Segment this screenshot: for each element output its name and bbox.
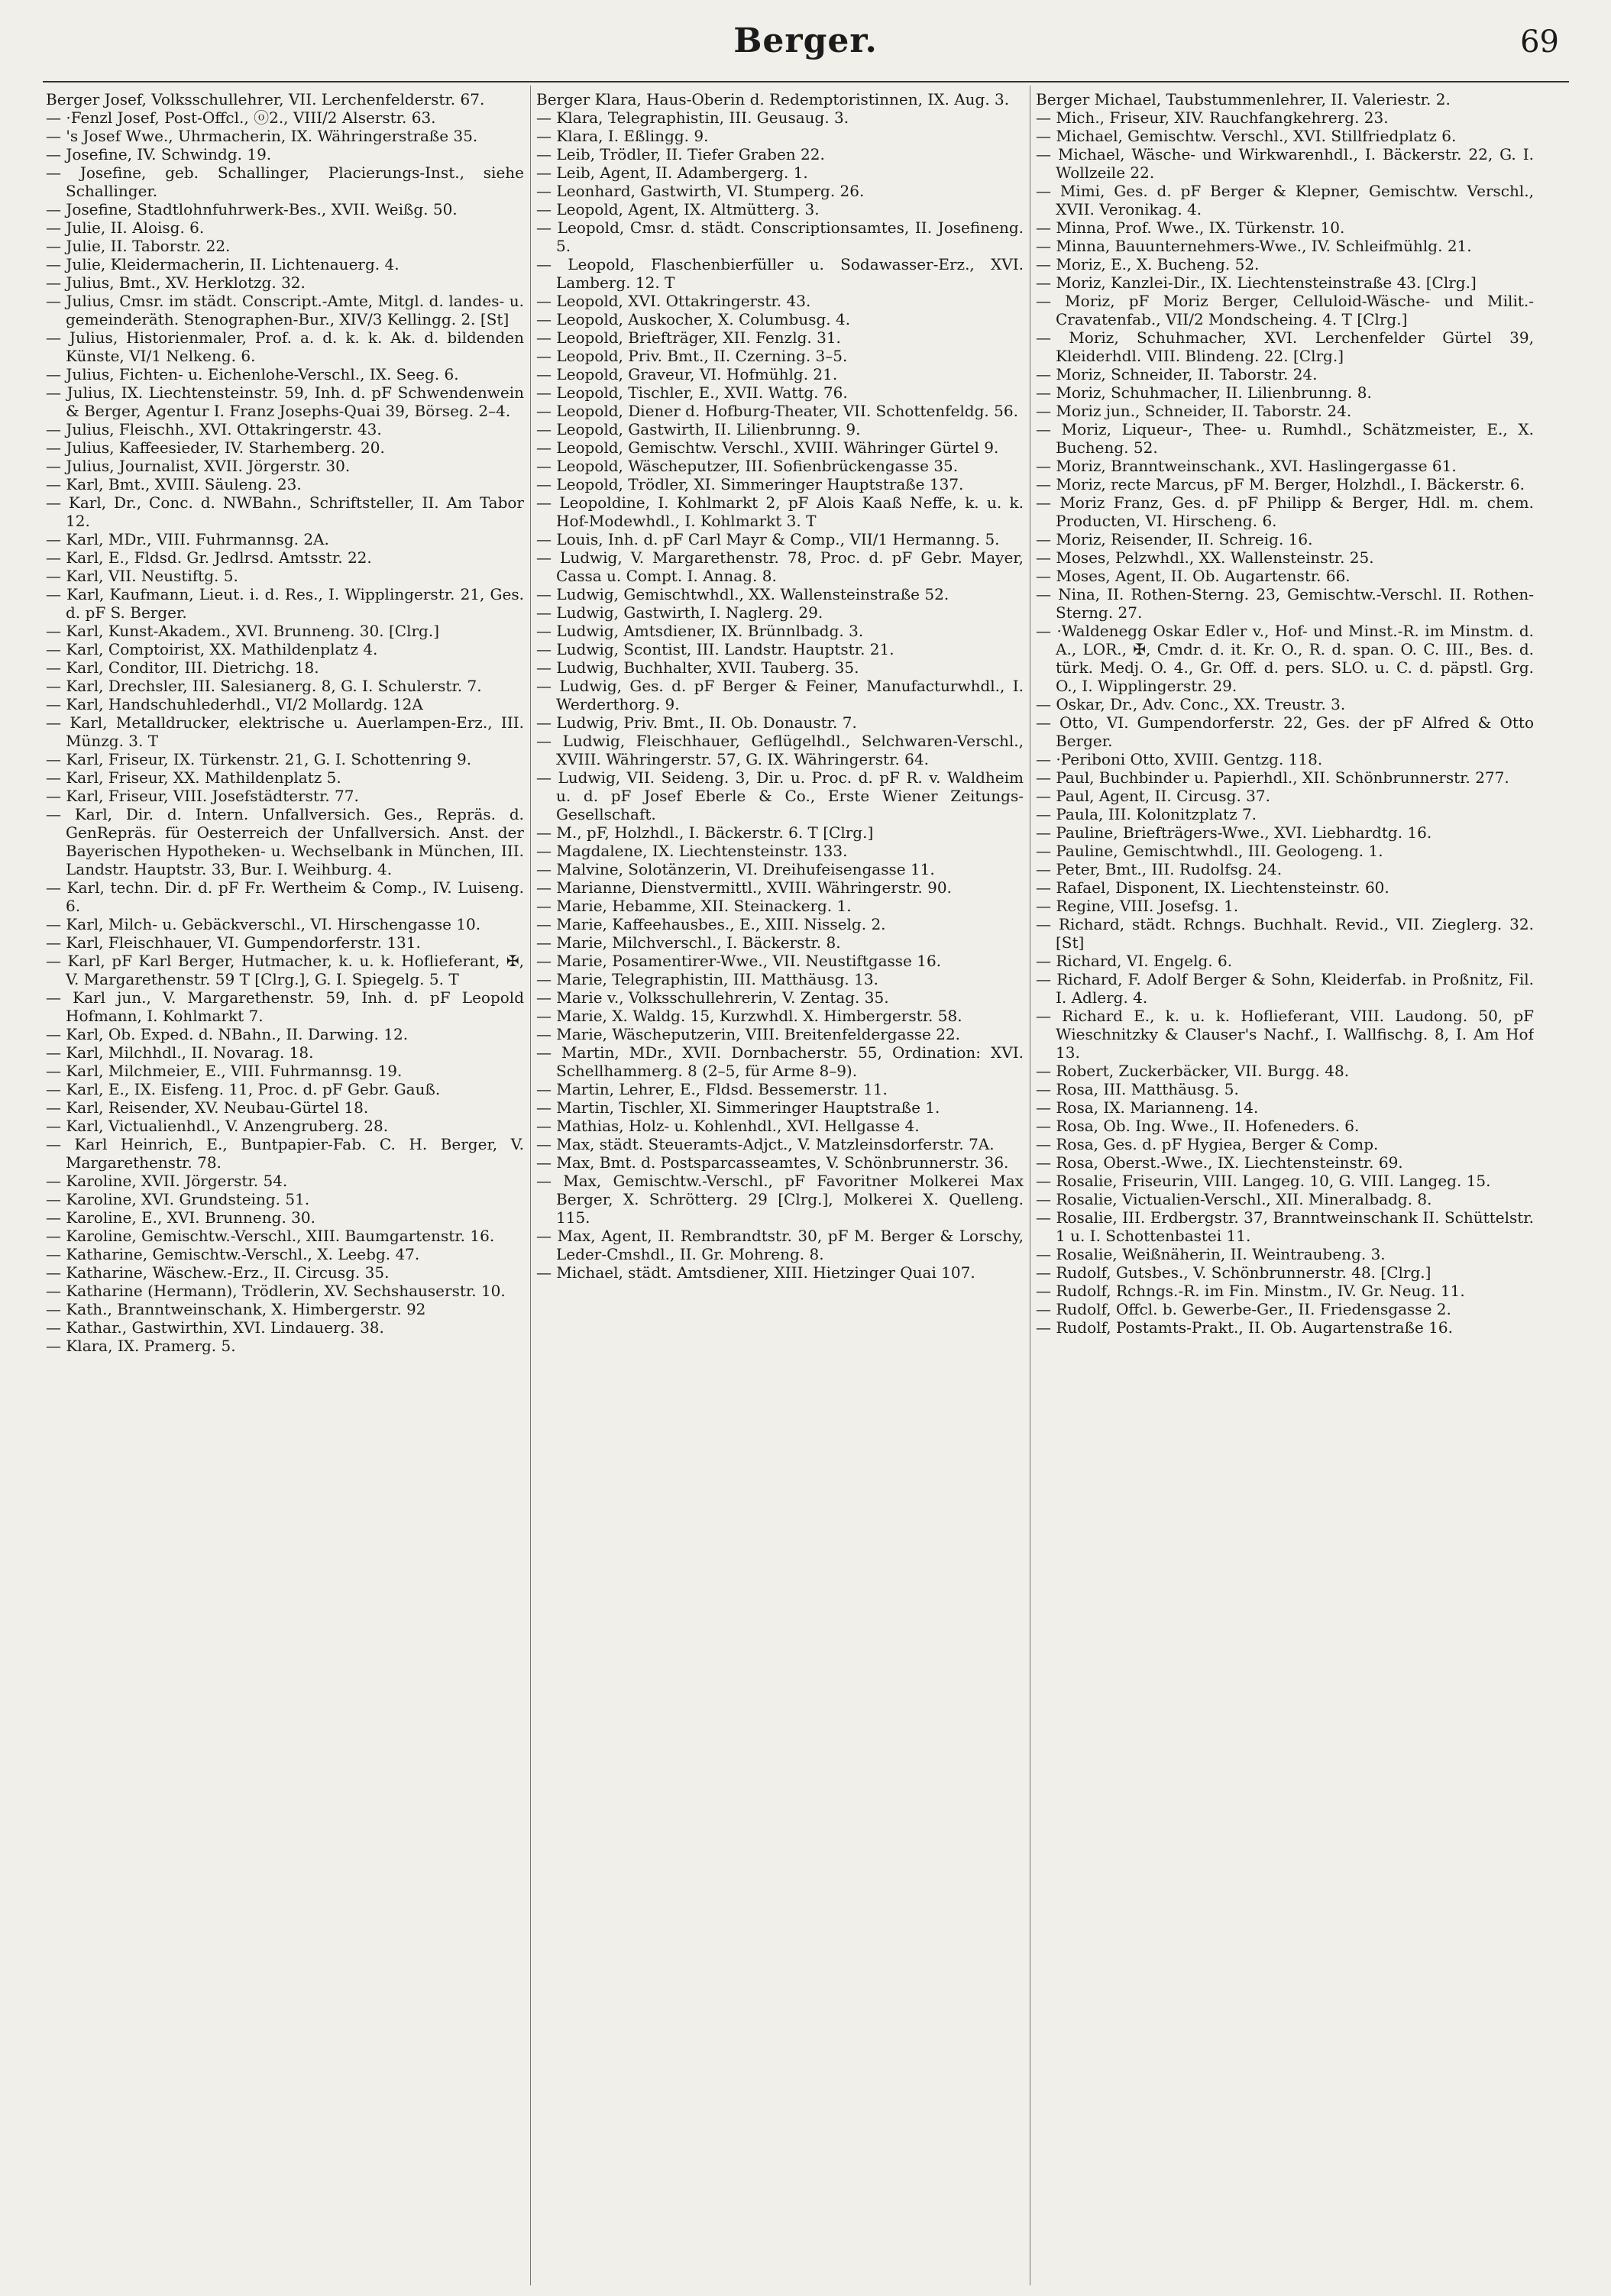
directory-entry: — Katharine (Hermann), Trödlerin, XV. Sechshauserstr. 10. bbox=[46, 1282, 506, 1300]
directory-entry: — Max, Gemischtw.-Verschl., pF Favoritner Molkerei Max Berger, X. Schrötterg. 29 [Clrg.], Molkerei X. Quelleng. 115. bbox=[536, 1172, 1024, 1227]
directory-entry: — Julie, II. Aloisg. 6. bbox=[46, 218, 205, 237]
directory-entry: — Karl, Friseur, VIII. Josefstädterstr. 77. bbox=[46, 787, 359, 805]
directory-entry: — Karoline, Gemischtw.-Verschl., XIII. Baumgartenstr. 16. bbox=[46, 1227, 495, 1245]
directory-entry: — Ludwig, VII. Seideng. 3, Dir. u. Proc. d. pF R. v. Waldheim u. d. pF Josef Eberle & Co., Erste Wiener Zeitungs-Gesellschaft. bbox=[536, 768, 1024, 823]
directory-entry: — ·Fenzl Josef, Post-Offcl., ⓞ2., VIII/2 Alserstr. 63. bbox=[46, 108, 436, 127]
directory-entry: — Ludwig, Buchhalter, XVII. Tauberg. 35. bbox=[536, 658, 859, 677]
directory-entry: — Moriz jun., Schneider, II. Taborstr. 24. bbox=[1036, 402, 1352, 420]
directory-entry: — Leopold, Flaschenbierfüller u. Sodawasser-Erz., XVI. Lamberg. 12. T bbox=[536, 255, 1024, 292]
directory-entry: — Leopold, Gastwirth, II. Lilienbrunng. 9. bbox=[536, 420, 861, 438]
directory-entry: — Julie, II. Taborstr. 22. bbox=[46, 237, 231, 255]
directory-entry: — Marie, Kaffeehausbes., E., XIII. Nisselg. 2. bbox=[536, 915, 886, 933]
directory-entry: — Mathias, Holz- u. Kohlenhdl., XVI. Hellgasse 4. bbox=[536, 1117, 920, 1135]
directory-entry: — Rosalie, Weißnäherin, II. Weintraubeng. 3. bbox=[1036, 1245, 1386, 1263]
directory-entry: — Pauline, Gemischtwhdl., III. Geologeng. 1. bbox=[1036, 842, 1383, 860]
directory-entry: — Moriz, Schuhmacher, II. Lilienbrunng. 8. bbox=[1036, 383, 1372, 402]
directory-entry: — Rudolf, Offcl. b. Gewerbe-Ger., II. Friedensgasse 2. bbox=[1036, 1300, 1451, 1318]
directory-entry: — Karl, Ob. Exped. d. NBahn., II. Darwing. 12. bbox=[46, 1025, 409, 1043]
directory-entry: — Mich., Friseur, XIV. Rauchfangkehrerg. 23. bbox=[1036, 108, 1389, 127]
directory-entry: — Leib, Agent, II. Adambergerg. 1. bbox=[536, 163, 808, 182]
directory-entry: — Martin, Lehrer, E., Fldsd. Bessemerstr. 11. bbox=[536, 1080, 888, 1098]
directory-entry: — Rudolf, Gutsbes., V. Schönbrunnerstr. 48. [Clrg.] bbox=[1036, 1263, 1431, 1282]
directory-entry: — Leopold, Priv. Bmt., II. Czerning. 3–5. bbox=[536, 347, 848, 365]
directory-entry: — Karoline, XVII. Jörgerstr. 54. bbox=[46, 1172, 288, 1190]
directory-entry: — Rosa, Oberst.-Wwe., IX. Liechtensteinstr. 69. bbox=[1036, 1153, 1403, 1172]
directory-entry: — Josefine, Stadtlohnfuhrwerk-Bes., XVII. Weißg. 50. bbox=[46, 200, 458, 218]
directory-entry: — Rafael, Disponent, IX. Liechtensteinstr. 60. bbox=[1036, 878, 1389, 897]
page-header bbox=[0, 21, 1611, 67]
directory-entry: — Karl jun., V. Margarethenstr. 59, Inh. d. pF Leopold Hofmann, I. Kohlmarkt 7. bbox=[46, 988, 524, 1025]
directory-entry: — Karl Heinrich, E., Buntpapier-Fab. C. H. Berger, V. Margarethenstr. 78. bbox=[46, 1135, 524, 1172]
directory-entry: — Robert, Zuckerbäcker, VII. Burgg. 48. bbox=[1036, 1062, 1350, 1080]
directory-entry: — Julius, Historienmaler, Prof. a. d. k. k. Ak. d. bildenden Künste, VI/1 Nelkeng. 6. bbox=[46, 328, 524, 365]
directory-entry: — Rudolf, Postamts-Prakt., II. Ob. Augartenstraße 16. bbox=[1036, 1318, 1453, 1337]
column-3 bbox=[1036, 90, 1534, 2275]
directory-entry: — Moses, Agent, II. Ob. Augartenstr. 66. bbox=[1036, 567, 1351, 585]
directory-entry: — Louis, Inh. d. pF Carl Mayr & Comp., VII/1 Hermanng. 5. bbox=[536, 530, 1000, 548]
column-2 bbox=[536, 90, 1024, 2275]
directory-entry: — Marie, X. Waldg. 15, Kurzwhdl. X. Himbergerstr. 58. bbox=[536, 1007, 962, 1025]
directory-entry: — Richard, städt. Rchngs. Buchhalt. Revid., VII. Zieglerg. 32. [St] bbox=[1036, 915, 1534, 952]
directory-entry: — Minna, Prof. Wwe., IX. Türkenstr. 10. bbox=[1036, 218, 1345, 237]
directory-entry: — Karl, E., Fldsd. Gr. Jedlrsd. Amtsstr. 22. bbox=[46, 548, 372, 567]
directory-entry: — Pauline, Briefträgers-Wwe., XVI. Liebhardtg. 16. bbox=[1036, 823, 1432, 842]
directory-entry: — Karl, MDr., VIII. Fuhrmannsg. 2A. bbox=[46, 530, 329, 548]
directory-entry: — 's Josef Wwe., Uhrmacherin, IX. Währingerstraße 35. bbox=[46, 127, 478, 145]
directory-entry: — Ludwig, Scontist, III. Landstr. Hauptstr. 21. bbox=[536, 640, 894, 658]
running-head: Berger. bbox=[733, 21, 878, 60]
directory-entry: — Ludwig, Ges. d. pF Berger & Feiner, Manufacturwhdl., I. Werderthorg. 9. bbox=[536, 677, 1024, 713]
directory-entry: — Leonhard, Gastwirth, VI. Stumperg. 26. bbox=[536, 182, 865, 200]
directory-entry: — Leopold, Auskocher, X. Columbusg. 4. bbox=[536, 310, 851, 328]
directory-entry: — Rosa, Ob. Ing. Wwe., II. Hofeneders. 6. bbox=[1036, 1117, 1360, 1135]
directory-entry: — ·Waldenegg Oskar Edler v., Hof- und Minst.-R. im Minstm. d. A., LOR., ✠, Cmdr. d. it. Kr. O., R. d. span. O. C. III., Bes. d. türk. Medj. O. 4., Gr. Off. d. pers. SLO. u. C. d. päpstl. Grg. O., I. Wipplingerstr. 29. bbox=[1036, 622, 1534, 695]
directory-entry: — Karl, E., IX. Eisfeng. 11, Proc. d. pF Gebr. Gauß. bbox=[46, 1080, 441, 1098]
directory-entry: — Marie, Telegraphistin, III. Matthäusg. 13. bbox=[536, 970, 878, 988]
directory-entry: — Rosa, Ges. d. pF Hygiea, Berger & Comp. bbox=[1036, 1135, 1379, 1153]
directory-entry: — Karl, Milchhdl., II. Novarag. 18. bbox=[46, 1043, 314, 1062]
directory-entry: — Marie, Milchverschl., I. Bäckerstr. 8. bbox=[536, 933, 841, 952]
directory-entry: — Oskar, Dr., Adv. Conc., XX. Treustr. 3. bbox=[1036, 695, 1346, 713]
directory-entry: — Marie, Hebamme, XII. Steinackerg. 1. bbox=[536, 897, 852, 915]
directory-entry: — Otto, VI. Gumpendorferstr. 22, Ges. der pF Alfred & Otto Berger. bbox=[1036, 713, 1534, 750]
directory-entry: — Karl, Dir. d. Intern. Unfallversich. Ges., Repräs. d. GenRepräs. für Oesterreich der Unfallversich. Anst. der Bayerischen Hypotheken- u. Wechselbank in München, III. Landstr. Hauptstr. 33, Bur. I. Weihburg. 4. bbox=[46, 805, 524, 878]
directory-entry: — Ludwig, Amtsdiener, IX. Brünnlbadg. 3. bbox=[536, 622, 864, 640]
directory-entry: — Julius, IX. Liechtensteinstr. 59, Inh. d. pF Schwendenwein & Berger, Agentur I. Franz Josephs-Quai 39, Börseg. 2–4. bbox=[46, 383, 524, 420]
directory-entry: Berger Josef, Volksschullehrer, VII. Lerchenfelderstr. 67. bbox=[46, 90, 485, 108]
directory-entry: — Michael, Gemischtw. Verschl., XVI. Stillfriedplatz 6. bbox=[1036, 127, 1457, 145]
directory-entry: — Julius, Fichten- u. Eichenlohe-Verschl., IX. Seeg. 6. bbox=[46, 365, 459, 383]
directory-entry: — Leopold, Tischler, E., XVII. Wattg. 76. bbox=[536, 383, 848, 402]
directory-entry: — Kath., Branntweinschank, X. Himbergerstr. 92 bbox=[46, 1300, 426, 1318]
directory-entry: — Leopoldine, I. Kohlmarkt 2, pF Alois Kaaß Neffe, k. u. k. Hof-Modewhdl., I. Kohlmarkt 3. T bbox=[536, 493, 1024, 530]
directory-entry: — Karl, Kaufmann, Lieut. i. d. Res., I. Wipplingerstr. 21, Ges. d. pF S. Berger. bbox=[46, 585, 524, 622]
directory-entry: — M., pF, Holzhdl., I. Bäckerstr. 6. T [Clrg.] bbox=[536, 823, 874, 842]
directory-entry: — Karl, Milchmeier, E., VIII. Fuhrmannsg. 19. bbox=[46, 1062, 403, 1080]
directory-entry: — Kathar., Gastwirthin, XVI. Lindauerg. 38. bbox=[46, 1318, 384, 1337]
header-rule bbox=[43, 81, 1569, 82]
directory-entry: — Moriz, pF Moriz Berger, Celluloid-Wäsche- und Milit.-Cravatenfab., VII/2 Mondscheing. 4. T [Clrg.] bbox=[1036, 292, 1534, 328]
directory-entry: — Karl, Metalldrucker, elektrische u. Auerlampen-Erz., III. Münzg. 3. T bbox=[46, 713, 524, 750]
directory-entry: — Leopold, Wäscheputzer, III. Sofienbrückengasse 35. bbox=[536, 457, 959, 475]
directory-entry: — Moriz, recte Marcus, pF M. Berger, Holzhdl., I. Bäckerstr. 6. bbox=[1036, 475, 1525, 493]
directory-entry: — Ludwig, Gastwirth, I. Naglerg. 29. bbox=[536, 603, 823, 622]
page-number: 69 bbox=[1520, 24, 1559, 60]
directory-entry: — Richard, VI. Engelg. 6. bbox=[1036, 952, 1233, 970]
directory-entry: — Karl, pF Karl Berger, Hutmacher, k. u. k. Hoflieferant, ✠, V. Margarethenstr. 59 T [Clrg.], G. I. Spiegelg. 5. T bbox=[46, 952, 524, 988]
directory-entry: — Richard, F. Adolf Berger & Sohn, Kleiderfab. in Proßnitz, Fil. I. Adlerg. 4. bbox=[1036, 970, 1534, 1007]
directory-entry: — Rosalie, III. Erdbergstr. 37, Branntweinschank II. Schüttelstr. 1 u. I. Schottenbastei 11. bbox=[1036, 1208, 1534, 1245]
directory-entry: — Martin, MDr., XVII. Dornbacherstr. 55, Ordination: XVI. Schellhammerg. 8 (2–5, für Arme 8–9). bbox=[536, 1043, 1024, 1080]
directory-entry: — Karl, VII. Neustiftg. 5. bbox=[46, 567, 238, 585]
directory-entry: — Karl, Milch- u. Gebäckverschl., VI. Hirschengasse 10. bbox=[46, 915, 481, 933]
directory-entry: — Moriz, Branntweinschank., XVI. Haslingergasse 61. bbox=[1036, 457, 1457, 475]
directory-entry: — Karl, Friseur, IX. Türkenstr. 21, G. I. Schottenring 9. bbox=[46, 750, 472, 768]
directory-entry: — Minna, Bauunternehmers-Wwe., IV. Schleifmühlg. 21. bbox=[1036, 237, 1472, 255]
directory-entry: — Karl, Conditor, III. Dietrichg. 18. bbox=[46, 658, 319, 677]
directory-entry: Berger Michael, Taubstummenlehrer, II. Valeriestr. 2. bbox=[1036, 90, 1451, 108]
directory-entry: — Karl, Comptoirist, XX. Mathildenplatz 4. bbox=[46, 640, 378, 658]
directory-entry: — Moriz, Liqueur-, Thee- u. Rumhdl., Schätzmeister, E., X. Bucheng. 52. bbox=[1036, 420, 1534, 457]
directory-entry: — Paul, Buchbinder u. Papierhdl., XII. Schönbrunnerstr. 277. bbox=[1036, 768, 1509, 787]
directory-entry: — Moses, Pelzwhdl., XX. Wallensteinstr. 25. bbox=[1036, 548, 1374, 567]
directory-entry: — Nina, II. Rothen-Sterng. 23, Gemischtw.-Verschl. II. Rothen-Sterng. 27. bbox=[1036, 585, 1534, 622]
directory-entry: — Leib, Trödler, II. Tiefer Graben 22. bbox=[536, 145, 825, 163]
directory-entry: — Rosalie, Victualien-Verschl., XII. Mineralbadg. 8. bbox=[1036, 1190, 1432, 1208]
directory-entry: — Julius, Kaffeesieder, IV. Starhemberg. 20. bbox=[46, 438, 385, 457]
directory-entry: — Moriz, Schneider, II. Taborstr. 24. bbox=[1036, 365, 1318, 383]
directory-entry: — Mimi, Ges. d. pF Berger & Klepner, Gemischtw. Verschl., XVII. Veronikag. 4. bbox=[1036, 182, 1534, 218]
directory-entry: — Josefine, IV. Schwindg. 19. bbox=[46, 145, 272, 163]
directory-entry: — Josefine, geb. Schallinger, Placierungs-Inst., siehe Schallinger. bbox=[46, 163, 524, 200]
directory-entry: Berger Klara, Haus-Oberin d. Redemptoristinnen, IX. Aug. 3. bbox=[536, 90, 1010, 108]
directory-entry: — Rudolf, Rchngs.-R. im Fin. Minstm., IV. Gr. Neug. 11. bbox=[1036, 1282, 1465, 1300]
directory-entry: — Julius, Journalist, XVII. Jörgerstr. 30. bbox=[46, 457, 351, 475]
directory-entry: — Leopold, Diener d. Hofburg-Theater, VII. Schottenfeldg. 56. bbox=[536, 402, 1018, 420]
directory-entry: — Karl, Reisender, XV. Neubau-Gürtel 18. bbox=[46, 1098, 369, 1117]
directory-entry: — Klara, Telegraphistin, III. Geusaug. 3. bbox=[536, 108, 849, 127]
directory-entry: — Leopold, Briefträger, XII. Fenzlg. 31. bbox=[536, 328, 841, 347]
directory-entry: — Max, Agent, II. Rembrandtstr. 30, pF M. Berger & Lorschy, Leder-Cmshdl., II. Gr. Mohreng. 8. bbox=[536, 1227, 1024, 1263]
directory-entry: — Peter, Bmt., III. Rudolfsg. 24. bbox=[1036, 860, 1283, 878]
directory-entry: — Rosalie, Friseurin, VIII. Langeg. 10, G. VIII. Langeg. 15. bbox=[1036, 1172, 1491, 1190]
directory-entry: — Karl, Fleischhauer, VI. Gumpendorferstr. 131. bbox=[46, 933, 421, 952]
directory-entry: — Karoline, E., XVI. Brunneng. 30. bbox=[46, 1208, 315, 1227]
directory-entry: — Leopold, XVI. Ottakringerstr. 43. bbox=[536, 292, 811, 310]
column-1 bbox=[46, 90, 524, 2275]
directory-entry: — Ludwig, V. Margarethenstr. 78, Proc. d. pF Gebr. Mayer, Cassa u. Compt. I. Annag. 8. bbox=[536, 548, 1024, 585]
directory-entry: — Klara, I. Eßlingg. 9. bbox=[536, 127, 709, 145]
directory-entry: — Julius, Cmsr. im städt. Conscript.-Amte, Mitgl. d. landes- u. gemeinderäth. Stenographen-Bur., XIV/3 Kellingg. 2. [St] bbox=[46, 292, 524, 328]
directory-entry: — Leopold, Agent, IX. Altmütterg. 3. bbox=[536, 200, 820, 218]
directory-entry: — Karl, Kunst-Akadem., XVI. Brunneng. 30. [Clrg.] bbox=[46, 622, 439, 640]
directory-entry: — Rosa, III. Matthäusg. 5. bbox=[1036, 1080, 1239, 1098]
directory-entry: — Michael, Wäsche- und Wirkwarenhdl., I. Bäckerstr. 22, G. I. Wollzeile 22. bbox=[1036, 145, 1534, 182]
directory-entry: — Karl, Drechsler, III. Salesianerg. 8, G. I. Schulerstr. 7. bbox=[46, 677, 482, 695]
directory-entry: — Michael, städt. Amtsdiener, XIII. Hietzinger Quai 107. bbox=[536, 1263, 975, 1282]
directory-entry: — Moriz, Reisender, II. Schreig. 16. bbox=[1036, 530, 1313, 548]
directory-entry: — Katharine, Gemischtw.-Verschl., X. Leebg. 47. bbox=[46, 1245, 420, 1263]
directory-entry: — Ludwig, Gemischtwhdl., XX. Wallensteinstraße 52. bbox=[536, 585, 949, 603]
directory-entry: — Karl, Handschuhlederhdl., VI/2 Mollardg. 12A bbox=[46, 695, 423, 713]
directory-entry: — Rosa, IX. Marianneng. 14. bbox=[1036, 1098, 1259, 1117]
directory-entry: — Max, städt. Steueramts-Adjct., V. Matzleinsdorferstr. 7A. bbox=[536, 1135, 995, 1153]
directory-entry: — Paul, Agent, II. Circusg. 37. bbox=[1036, 787, 1270, 805]
directory-entry: — Karl, Bmt., XVIII. Säuleng. 23. bbox=[46, 475, 302, 493]
directory-entry: — Marie v., Volksschullehrerin, V. Zentag. 35. bbox=[536, 988, 889, 1007]
directory-entry: — Leopold, Trödler, XI. Simmeringer Hauptstraße 137. bbox=[536, 475, 964, 493]
directory-entry: — Klara, IX. Pramerg. 5. bbox=[46, 1337, 236, 1355]
directory-entry: — Karl, techn. Dir. d. pF Fr. Wertheim & Comp., IV. Luiseng. 6. bbox=[46, 878, 524, 915]
directory-entry: — Paula, III. Kolonitzplatz 7. bbox=[1036, 805, 1257, 823]
directory-entry: — Leopold, Gemischtw. Verschl., XVIII. Währinger Gürtel 9. bbox=[536, 438, 999, 457]
directory-entry: — Karl, Dr., Conc. d. NWBahn., Schriftsteller, II. Am Tabor 12. bbox=[46, 493, 524, 530]
column-divider-1 bbox=[530, 86, 531, 2285]
directory-entry: — Malvine, Solotänzerin, VI. Dreihufeisengasse 11. bbox=[536, 860, 935, 878]
directory-entry: — Marie, Wäscheputzerin, VIII. Breitenfeldergasse 22. bbox=[536, 1025, 961, 1043]
directory-entry: — Marie, Posamentirer-Wwe., VII. Neustiftgasse 16. bbox=[536, 952, 942, 970]
directory-entry: — Karl, Friseur, XX. Mathildenplatz 5. bbox=[46, 768, 341, 787]
directory-entry: — Katharine, Wäschew.-Erz., II. Circusg. 35. bbox=[46, 1263, 390, 1282]
directory-entry: — ·Periboni Otto, XVIII. Gentzg. 118. bbox=[1036, 750, 1323, 768]
directory-entry: — Moriz, E., X. Bucheng. 52. bbox=[1036, 255, 1260, 273]
directory-entry: — Leopold, Graveur, VI. Hofmühlg. 21. bbox=[536, 365, 838, 383]
directory-entry: — Moriz Franz, Ges. d. pF Philipp & Berger, Hdl. m. chem. Producten, VI. Hirscheng. 6. bbox=[1036, 493, 1534, 530]
directory-entry: — Julius, Fleischh., XVI. Ottakringerstr. 43. bbox=[46, 420, 382, 438]
directory-entry: — Karoline, XVI. Grundsteing. 51. bbox=[46, 1190, 310, 1208]
directory-entry: — Karl, Victualienhdl., V. Anzengruberg. 28. bbox=[46, 1117, 389, 1135]
directory-entry: — Julie, Kleidermacherin, II. Lichtenauerg. 4. bbox=[46, 255, 400, 273]
directory-entry: — Richard E., k. u. k. Hoflieferant, VIII. Laudong. 50, pF Wieschnitzky & Clauser's Nachf., I. Wallfischg. 8, I. Am Hof 13. bbox=[1036, 1007, 1534, 1062]
directory-entry: — Moriz, Kanzlei-Dir., IX. Liechtensteinstraße 43. [Clrg.] bbox=[1036, 273, 1477, 292]
directory-entry: — Magdalene, IX. Liechtensteinstr. 133. bbox=[536, 842, 848, 860]
directory-entry: — Regine, VIII. Josefsg. 1. bbox=[1036, 897, 1239, 915]
directory-entry: — Ludwig, Priv. Bmt., II. Ob. Donaustr. 7. bbox=[536, 713, 857, 732]
directory-entry: — Max, Bmt. d. Postsparcasseamtes, V. Schönbrunnerstr. 36. bbox=[536, 1153, 1009, 1172]
directory-entry: — Julius, Bmt., XV. Herklotzg. 32. bbox=[46, 273, 306, 292]
directory-entry: — Moriz, Schuhmacher, XVI. Lerchenfelder Gürtel 39, Kleiderhdl. VIII. Blindeng. 22. [Clrg.] bbox=[1036, 328, 1534, 365]
directory-entry: — Martin, Tischler, XI. Simmeringer Hauptstraße 1. bbox=[536, 1098, 940, 1117]
directory-entry: — Leopold, Cmsr. d. städt. Conscriptionsamtes, II. Josefineng. 5. bbox=[536, 218, 1024, 255]
directory-entry: — Marianne, Dienstvermittl., XVIII. Währingerstr. 90. bbox=[536, 878, 952, 897]
directory-entry: — Ludwig, Fleischhauer, Geflügelhdl., Selchwaren-Verschl., XVIII. Währingerstr. 57, G. IX. Währingerstr. 64. bbox=[536, 732, 1024, 768]
